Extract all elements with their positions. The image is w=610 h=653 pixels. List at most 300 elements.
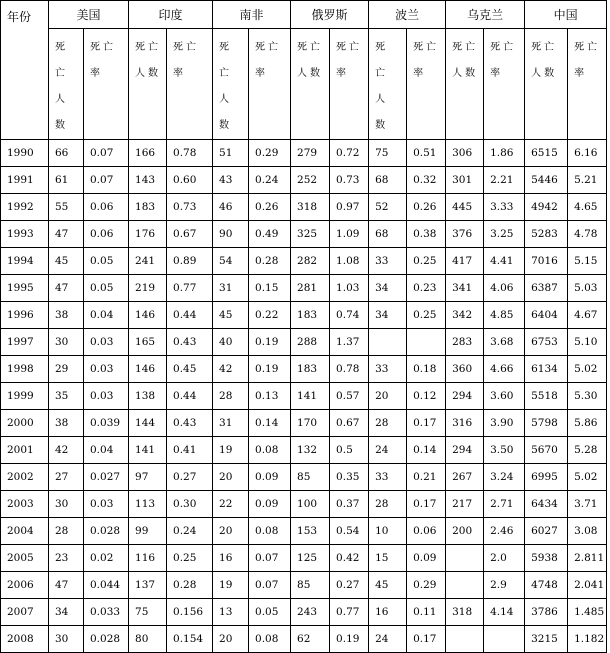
deaths-header-india: [129, 29, 167, 140]
deaths-cell: 62: [291, 626, 330, 653]
rate-cell: 3.25: [484, 221, 525, 248]
rate-cell: 3.90: [484, 410, 525, 437]
rate-cell: 4.41: [484, 248, 525, 275]
table-row: [1, 518, 607, 545]
rate-cell: 5.30: [568, 383, 607, 410]
rate-cell: 0.06: [84, 221, 129, 248]
rate-cell: 0.25: [407, 248, 446, 275]
table-row: [1, 464, 607, 491]
year-cell: 2001: [1, 437, 49, 464]
rate-cell: 0.19: [249, 356, 291, 383]
rate-cell: 0.033: [84, 599, 129, 626]
deaths-cell: 19: [213, 572, 249, 599]
rate-cell: 0.08: [249, 518, 291, 545]
rate-cell: 0.18: [407, 356, 446, 383]
table-row: [1, 194, 607, 221]
table-row: [1, 572, 607, 599]
rate-cell: 0.23: [407, 275, 446, 302]
country-header-poland: 波兰: [369, 1, 446, 29]
deaths-cell: 217: [446, 491, 484, 518]
rate-cell: 0.03: [84, 491, 129, 518]
rate-cell: 0.67: [167, 221, 213, 248]
rate-cell: 0.42: [330, 545, 369, 572]
rate-cell: 0.044: [84, 572, 129, 599]
deaths-cell: 6387: [525, 275, 568, 302]
deaths-cell: 22: [213, 491, 249, 518]
rate-cell: 0.51: [407, 140, 446, 167]
rate-header-usa: [84, 29, 129, 140]
rate-cell: 0.25: [407, 302, 446, 329]
country-header-usa: 美国: [49, 1, 129, 29]
rate-cell: 0.09: [249, 464, 291, 491]
rate-cell: 4.85: [484, 302, 525, 329]
year-cell: 2002: [1, 464, 49, 491]
year-cell: 1995: [1, 275, 49, 302]
rate-label: 死亡率: [413, 42, 440, 79]
deaths-cell: 85: [291, 572, 330, 599]
deaths-cell: 281: [291, 275, 330, 302]
deaths-cell: 13: [213, 599, 249, 626]
table-row: [1, 437, 607, 464]
rate-cell: 4.06: [484, 275, 525, 302]
rate-cell: 0.03: [84, 329, 129, 356]
rate-cell: 2.21: [484, 167, 525, 194]
deaths-cell: 294: [446, 437, 484, 464]
deaths-cell: 33: [369, 248, 407, 275]
rate-cell: 0.41: [167, 437, 213, 464]
deaths-cell: 306: [446, 140, 484, 167]
deaths-cell: 7016: [525, 248, 568, 275]
rate-cell: 0.29: [249, 140, 291, 167]
deaths-cell: 219: [129, 275, 167, 302]
rate-cell: 1.182: [568, 626, 607, 653]
deaths-cell: [369, 329, 407, 356]
rate-header-south-africa: [249, 29, 291, 140]
table-row: [1, 275, 607, 302]
deaths-cell: 80: [129, 626, 167, 653]
rate-cell: 0.29: [407, 572, 446, 599]
deaths-header-russia: [291, 29, 330, 140]
table-row: [1, 221, 607, 248]
rate-cell: 0.04: [84, 437, 129, 464]
rate-cell: 5.21: [568, 167, 607, 194]
deaths-cell: 241: [129, 248, 167, 275]
deaths-cell: 316: [446, 410, 484, 437]
deaths-cell: 99: [129, 518, 167, 545]
rate-cell: 0.25: [167, 545, 213, 572]
deaths-cell: 52: [369, 194, 407, 221]
rate-cell: 4.67: [568, 302, 607, 329]
rate-cell: 1.485: [568, 599, 607, 626]
deaths-cell: 27: [49, 464, 84, 491]
deaths-cell: 10: [369, 518, 407, 545]
deaths-cell: 342: [446, 302, 484, 329]
rate-cell: 0.26: [407, 194, 446, 221]
deaths-cell: 283: [446, 329, 484, 356]
rate-cell: 0.156: [167, 599, 213, 626]
deaths-cell: 28: [369, 491, 407, 518]
rate-cell: 0.09: [249, 491, 291, 518]
deaths-cell: 318: [446, 599, 484, 626]
rate-cell: 0.35: [330, 464, 369, 491]
deaths-cell: 282: [291, 248, 330, 275]
rate-cell: 4.14: [484, 599, 525, 626]
deaths-cell: 42: [213, 356, 249, 383]
deaths-cell: 47: [49, 572, 84, 599]
deaths-label: 死亡人数: [55, 42, 68, 131]
rate-cell: 4.78: [568, 221, 607, 248]
rate-cell: 0.07: [84, 140, 129, 167]
rate-cell: 0.73: [330, 167, 369, 194]
year-cell: 2000: [1, 410, 49, 437]
year-cell: 2004: [1, 518, 49, 545]
country-header-china: 中国: [525, 1, 607, 29]
rate-cell: 0.08: [249, 437, 291, 464]
rate-cell: 0.97: [330, 194, 369, 221]
rate-cell: 3.68: [484, 329, 525, 356]
deaths-cell: 6995: [525, 464, 568, 491]
deaths-cell: 30: [49, 329, 84, 356]
rate-cell: 0.07: [84, 167, 129, 194]
deaths-cell: 166: [129, 140, 167, 167]
rate-cell: 0.21: [407, 464, 446, 491]
deaths-cell: 267: [446, 464, 484, 491]
deaths-cell: 360: [446, 356, 484, 383]
rate-cell: 1.37: [330, 329, 369, 356]
year-cell: 1998: [1, 356, 49, 383]
deaths-cell: 55: [49, 194, 84, 221]
deaths-cell: 143: [129, 167, 167, 194]
country-header-russia: 俄罗斯: [291, 1, 369, 29]
rate-cell: 0.05: [84, 248, 129, 275]
rate-cell: 0.02: [84, 545, 129, 572]
rate-header-china: [568, 29, 607, 140]
rate-cell: 0.13: [249, 383, 291, 410]
deaths-cell: 16: [213, 545, 249, 572]
deaths-cell: 252: [291, 167, 330, 194]
deaths-cell: 144: [129, 410, 167, 437]
deaths-cell: 6134: [525, 356, 568, 383]
deaths-cell: 183: [291, 302, 330, 329]
rate-cell: 0.49: [249, 221, 291, 248]
rate-cell: 0.32: [407, 167, 446, 194]
rate-cell: 2.46: [484, 518, 525, 545]
rate-cell: 3.08: [568, 518, 607, 545]
deaths-cell: 20: [213, 518, 249, 545]
deaths-cell: 417: [446, 248, 484, 275]
year-cell: 1994: [1, 248, 49, 275]
rate-header-india: [167, 29, 213, 140]
deaths-header-china: [525, 29, 568, 140]
table-body: [1, 140, 607, 653]
rate-cell: 3.60: [484, 383, 525, 410]
deaths-cell: 138: [129, 383, 167, 410]
deaths-cell: 61: [49, 167, 84, 194]
table-row: [1, 491, 607, 518]
rate-cell: 0.03: [84, 356, 129, 383]
rate-cell: 0.89: [167, 248, 213, 275]
deaths-cell: 16: [369, 599, 407, 626]
deaths-cell: 141: [129, 437, 167, 464]
rate-cell: 6.16: [568, 140, 607, 167]
year-cell: 2006: [1, 572, 49, 599]
deaths-cell: [446, 572, 484, 599]
deaths-cell: 20: [213, 626, 249, 653]
rate-cell: 0.73: [167, 194, 213, 221]
deaths-cell: 279: [291, 140, 330, 167]
deaths-cell: 97: [129, 464, 167, 491]
deaths-cell: 6753: [525, 329, 568, 356]
rate-cell: 1.09: [330, 221, 369, 248]
rate-cell: 0.19: [249, 329, 291, 356]
deaths-cell: 31: [213, 275, 249, 302]
deaths-cell: 6434: [525, 491, 568, 518]
deaths-cell: 29: [49, 356, 84, 383]
deaths-cell: 146: [129, 356, 167, 383]
deaths-cell: 28: [49, 518, 84, 545]
deaths-cell: 30: [49, 491, 84, 518]
deaths-cell: 51: [213, 140, 249, 167]
rate-cell: 0.26: [249, 194, 291, 221]
rate-cell: 5.03: [568, 275, 607, 302]
deaths-cell: 5938: [525, 545, 568, 572]
deaths-cell: 3215: [525, 626, 568, 653]
country-header-india: 印度: [129, 1, 213, 29]
rate-cell: 0.09: [407, 545, 446, 572]
year-cell: 1992: [1, 194, 49, 221]
deaths-label: 死亡人数: [135, 42, 162, 79]
rate-cell: 0.05: [249, 599, 291, 626]
deaths-cell: 54: [213, 248, 249, 275]
rate-cell: 2.0: [484, 545, 525, 572]
year-cell: 1996: [1, 302, 49, 329]
deaths-cell: 75: [129, 599, 167, 626]
deaths-cell: 75: [369, 140, 407, 167]
deaths-cell: 318: [291, 194, 330, 221]
deaths-header-south-africa: [213, 29, 249, 140]
table-row: [1, 383, 607, 410]
deaths-header-ukraine: [446, 29, 484, 140]
rate-cell: 0.44: [167, 302, 213, 329]
table-row: [1, 248, 607, 275]
rate-cell: 0.72: [330, 140, 369, 167]
rate-cell: 3.24: [484, 464, 525, 491]
year-cell: 1999: [1, 383, 49, 410]
rate-cell: 0.67: [330, 410, 369, 437]
deaths-cell: 20: [369, 383, 407, 410]
deaths-label: 死亡人数: [375, 42, 389, 131]
rate-cell: 0.78: [167, 140, 213, 167]
deaths-cell: 23: [49, 545, 84, 572]
deaths-cell: 90: [213, 221, 249, 248]
rate-cell: 5.02: [568, 464, 607, 491]
rate-cell: 0.5: [330, 437, 369, 464]
deaths-cell: 19: [213, 437, 249, 464]
rate-label: 死亡率: [336, 42, 363, 79]
rate-cell: 0.44: [167, 383, 213, 410]
table-row: [1, 545, 607, 572]
rate-cell: [484, 626, 525, 653]
rate-cell: 0.77: [167, 275, 213, 302]
country-header-south-africa: 南非: [213, 1, 291, 29]
rate-cell: 0.14: [407, 437, 446, 464]
rate-cell: 0.77: [330, 599, 369, 626]
deaths-label: 死亡人数: [531, 42, 558, 79]
rate-cell: 0.04: [84, 302, 129, 329]
rate-cell: 0.37: [330, 491, 369, 518]
rate-header-russia: [330, 29, 369, 140]
year-cell: 1993: [1, 221, 49, 248]
deaths-cell: 6404: [525, 302, 568, 329]
deaths-cell: 6027: [525, 518, 568, 545]
rate-cell: 3.50: [484, 437, 525, 464]
deaths-label: 死亡人数: [219, 42, 233, 131]
rate-cell: 0.45: [167, 356, 213, 383]
deaths-cell: 445: [446, 194, 484, 221]
rate-cell: 3.71: [568, 491, 607, 518]
rate-cell: 0.06: [84, 194, 129, 221]
rate-header-poland: [407, 29, 446, 140]
deaths-cell: 28: [213, 383, 249, 410]
rate-cell: 0.06: [407, 518, 446, 545]
deaths-cell: 341: [446, 275, 484, 302]
rate-cell: 1.03: [330, 275, 369, 302]
rate-label: 死亡率: [574, 42, 601, 79]
year-cell: 1991: [1, 167, 49, 194]
country-header-ukraine: 乌克兰: [446, 1, 525, 29]
deaths-header-usa: [49, 29, 84, 140]
deaths-cell: 176: [129, 221, 167, 248]
rate-cell: 3.33: [484, 194, 525, 221]
deaths-cell: 38: [49, 302, 84, 329]
deaths-cell: 170: [291, 410, 330, 437]
rate-cell: 0.43: [167, 410, 213, 437]
rate-cell: 0.57: [330, 383, 369, 410]
deaths-cell: 3786: [525, 599, 568, 626]
rate-cell: 4.65: [568, 194, 607, 221]
rate-cell: 2.811: [568, 545, 607, 572]
rate-cell: 1.86: [484, 140, 525, 167]
rate-cell: 2.041: [568, 572, 607, 599]
deaths-header-poland: [369, 29, 407, 140]
rate-cell: 0.12: [407, 383, 446, 410]
deaths-cell: 376: [446, 221, 484, 248]
deaths-cell: 294: [446, 383, 484, 410]
rate-header-ukraine: [484, 29, 525, 140]
deaths-cell: 35: [49, 383, 84, 410]
deaths-cell: 42: [49, 437, 84, 464]
year-cell: 2008: [1, 626, 49, 653]
deaths-cell: 47: [49, 275, 84, 302]
year-cell: 2007: [1, 599, 49, 626]
year-header: 年份: [1, 1, 49, 140]
deaths-cell: 38: [49, 410, 84, 437]
deaths-cell: 5670: [525, 437, 568, 464]
rate-cell: 0.07: [249, 572, 291, 599]
year-cell: 1990: [1, 140, 49, 167]
rate-cell: 0.039: [84, 410, 129, 437]
rate-cell: 0.15: [249, 275, 291, 302]
deaths-cell: 113: [129, 491, 167, 518]
deaths-cell: 33: [369, 356, 407, 383]
rate-cell: 0.19: [330, 626, 369, 653]
deaths-cell: 116: [129, 545, 167, 572]
rate-cell: 0.07: [249, 545, 291, 572]
deaths-cell: 68: [369, 221, 407, 248]
rate-cell: 0.24: [167, 518, 213, 545]
rate-cell: 5.86: [568, 410, 607, 437]
rate-cell: 0.17: [407, 626, 446, 653]
deaths-cell: 46: [213, 194, 249, 221]
deaths-cell: 243: [291, 599, 330, 626]
deaths-cell: 288: [291, 329, 330, 356]
deaths-cell: 15: [369, 545, 407, 572]
deaths-cell: 5798: [525, 410, 568, 437]
rate-cell: [407, 329, 446, 356]
deaths-cell: 153: [291, 518, 330, 545]
rate-cell: 0.60: [167, 167, 213, 194]
table-row: [1, 140, 607, 167]
deaths-cell: 165: [129, 329, 167, 356]
rate-cell: 0.08: [249, 626, 291, 653]
rate-cell: 0.14: [249, 410, 291, 437]
year-cell: 2003: [1, 491, 49, 518]
table-row: [1, 302, 607, 329]
deaths-cell: 45: [369, 572, 407, 599]
deaths-cell: 43: [213, 167, 249, 194]
rate-cell: 0.54: [330, 518, 369, 545]
deaths-label: 死亡人数: [452, 42, 479, 79]
rate-cell: 0.22: [249, 302, 291, 329]
deaths-cell: 24: [369, 626, 407, 653]
rate-cell: 5.02: [568, 356, 607, 383]
rate-cell: 4.66: [484, 356, 525, 383]
deaths-cell: 325: [291, 221, 330, 248]
table-row: [1, 599, 607, 626]
deaths-cell: 24: [369, 437, 407, 464]
deaths-cell: 141: [291, 383, 330, 410]
rate-cell: 0.78: [330, 356, 369, 383]
rate-cell: 0.03: [84, 383, 129, 410]
deaths-cell: 183: [291, 356, 330, 383]
rate-cell: 0.43: [167, 329, 213, 356]
table-row: [1, 329, 607, 356]
deaths-cell: 34: [369, 275, 407, 302]
deaths-cell: 30: [49, 626, 84, 653]
deaths-cell: 100: [291, 491, 330, 518]
rate-cell: 0.154: [167, 626, 213, 653]
deaths-cell: 6515: [525, 140, 568, 167]
deaths-cell: 125: [291, 545, 330, 572]
rate-cell: 0.74: [330, 302, 369, 329]
deaths-cell: 200: [446, 518, 484, 545]
rate-cell: 2.71: [484, 491, 525, 518]
rate-cell: 5.10: [568, 329, 607, 356]
table-row: [1, 356, 607, 383]
deaths-cell: 33: [369, 464, 407, 491]
deaths-cell: 132: [291, 437, 330, 464]
rate-cell: 0.028: [84, 518, 129, 545]
rate-cell: 0.17: [407, 410, 446, 437]
rate-cell: 0.27: [330, 572, 369, 599]
rate-cell: 0.28: [249, 248, 291, 275]
deaths-cell: 34: [49, 599, 84, 626]
deaths-cell: 5446: [525, 167, 568, 194]
deaths-cell: 45: [213, 302, 249, 329]
deaths-cell: 4748: [525, 572, 568, 599]
deaths-cell: 47: [49, 221, 84, 248]
deaths-cell: 20: [213, 464, 249, 491]
